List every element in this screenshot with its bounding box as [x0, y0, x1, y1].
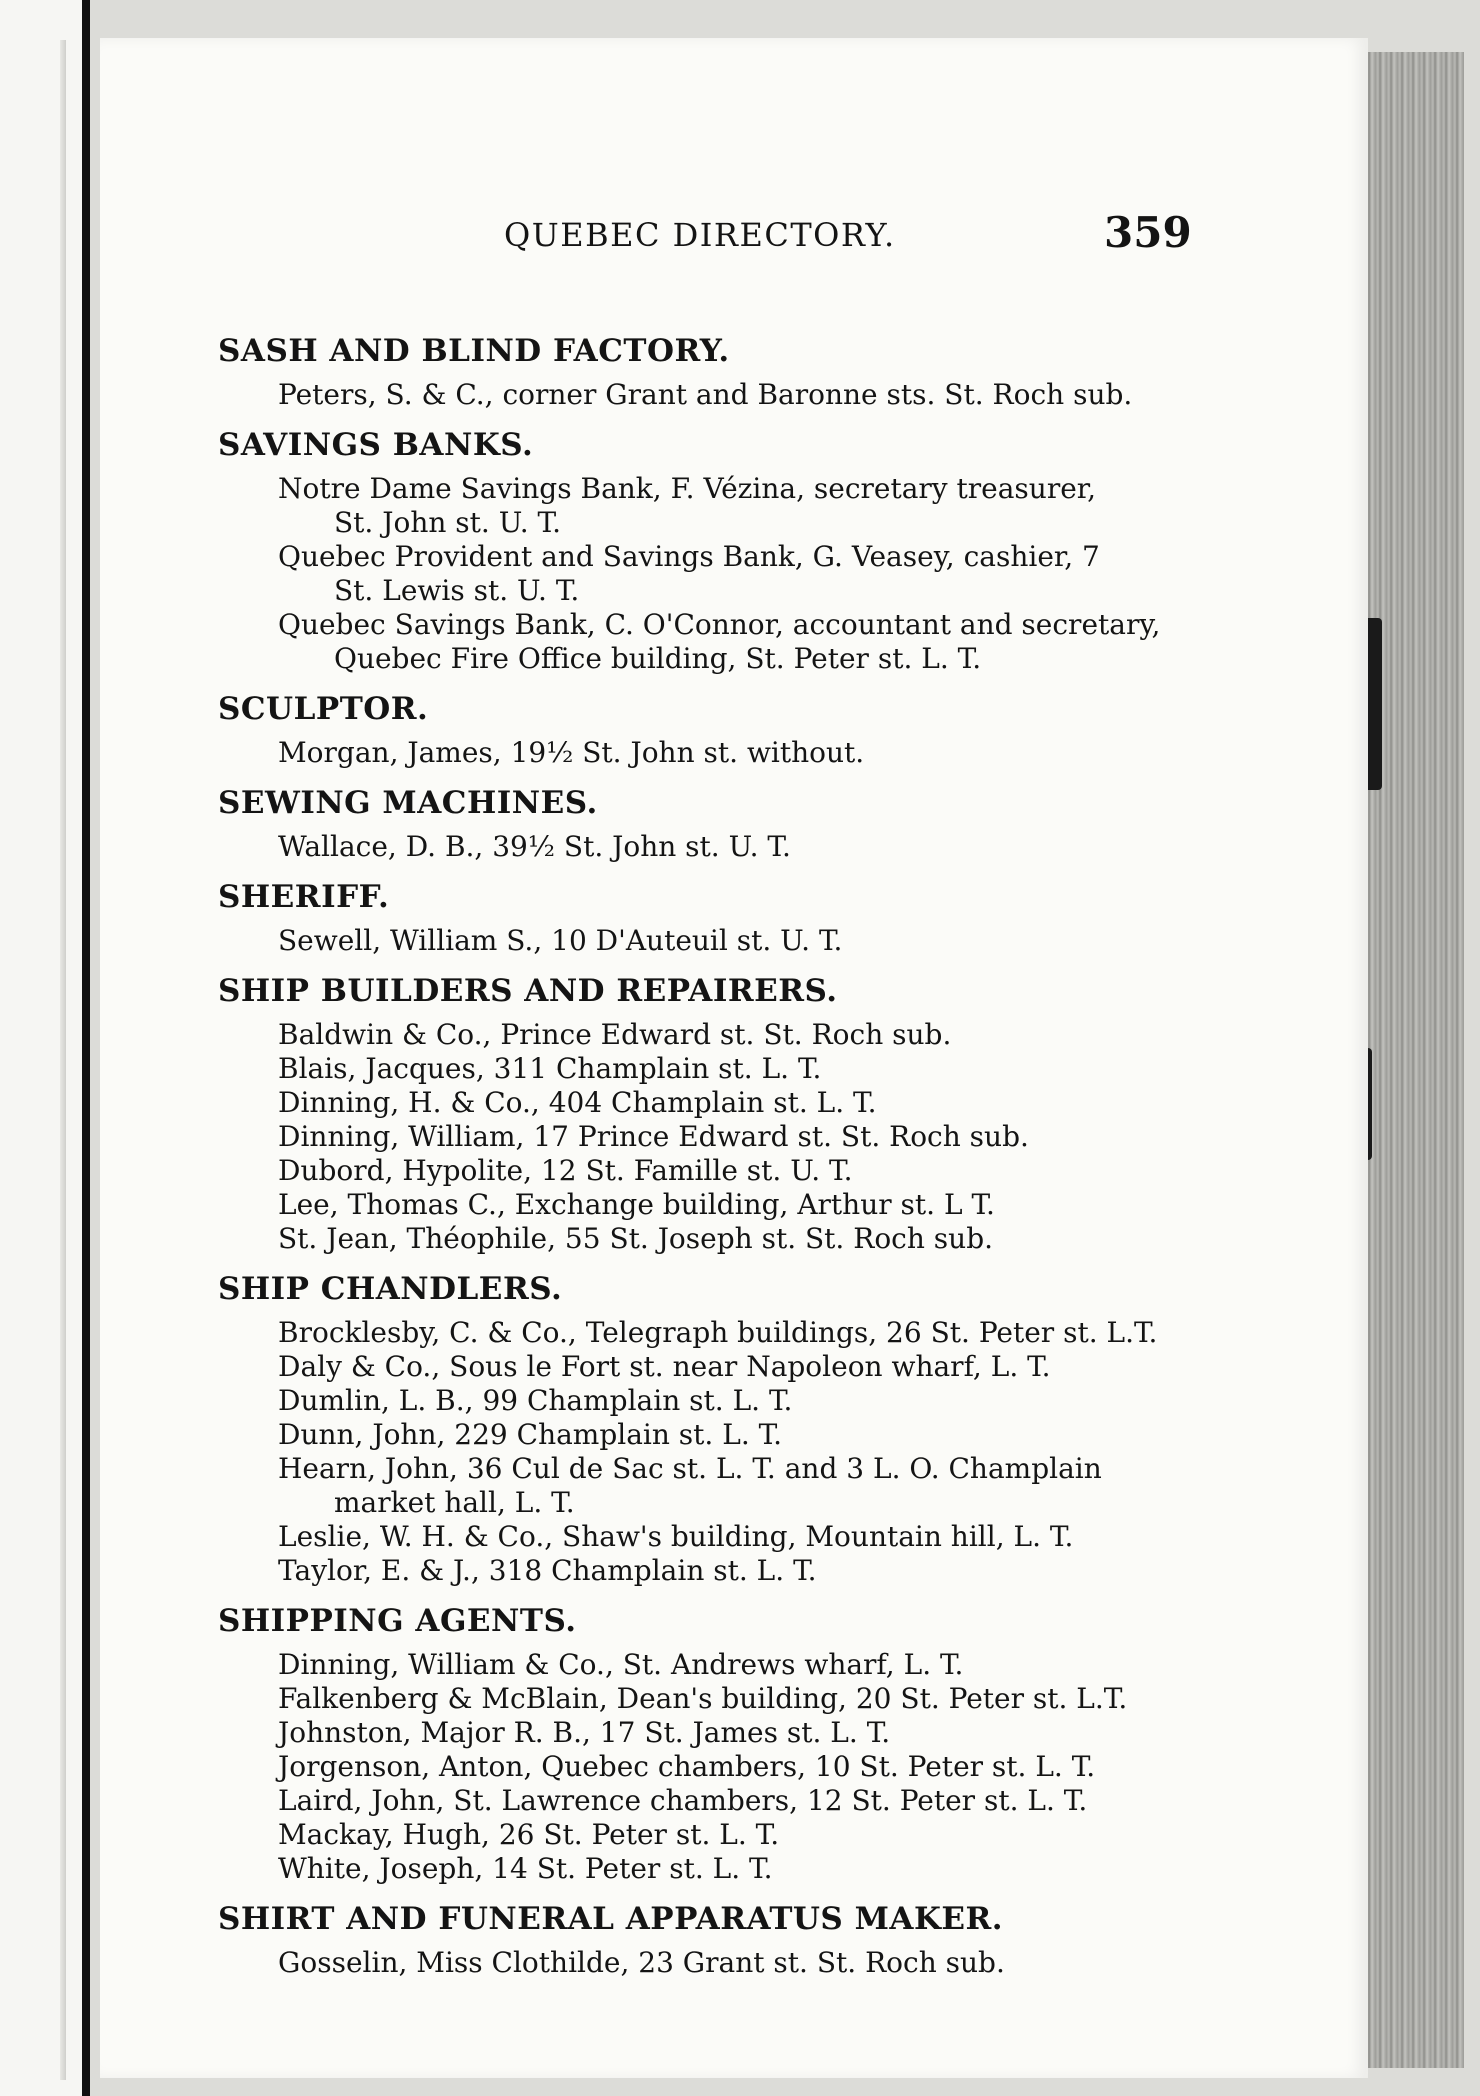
- section-heading: SAVINGS BANKS.: [218, 427, 534, 463]
- section-heading: SHERIFF.: [218, 879, 390, 915]
- directory-entry: [218, 924, 1298, 958]
- directory-entry: [218, 378, 1298, 412]
- entry-line: Lee, Thomas C., Exchange building, Arthur st. L T.: [278, 1188, 995, 1221]
- entry-line: Quebec Savings Bank, C. O'Connor, accountant and secretary,: [278, 608, 1161, 641]
- entry-line: Leslie, W. H. & Co., Shaw's building, Mountain hill, L. T.: [278, 1520, 1074, 1553]
- entry-line: Sewell, William S., 10 D'Auteuil st. U. T.: [278, 924, 843, 957]
- entry-line: Jorgenson, Anton, Quebec chambers, 10 St. Peter st. L. T.: [278, 1750, 1096, 1783]
- directory-entry: [218, 1648, 1298, 1682]
- entry-line: Falkenberg & McBlain, Dean's building, 20 St. Peter st. L.T.: [278, 1682, 1128, 1715]
- entry-line: Wallace, D. B., 39½ St. John st. U. T.: [278, 830, 791, 863]
- directory-entry: [218, 1716, 1298, 1750]
- page-number: 359: [1104, 208, 1192, 257]
- directory-entry: [218, 1052, 1298, 1086]
- directory-entry: [218, 1784, 1298, 1818]
- directory-page: [100, 38, 1368, 2078]
- entry-line: Daly & Co., Sous le Fort st. near Napoleon wharf, L. T.: [278, 1350, 1051, 1383]
- directory-entry: [218, 1120, 1298, 1154]
- entry-line: Dubord, Hypolite, 12 St. Famille st. U. T.: [278, 1154, 853, 1187]
- running-head: QUEBEC DIRECTORY.: [504, 216, 896, 254]
- entry-line: Johnston, Major R. B., 17 St. James st. L. T.: [278, 1716, 891, 1749]
- directory-entry: [218, 1316, 1298, 1350]
- directory-entry: [218, 1086, 1298, 1120]
- directory-entry: [218, 1384, 1298, 1418]
- directory-entry: [218, 1750, 1298, 1784]
- entry-line: St. Jean, Théophile, 55 St. Joseph st. St. Roch sub.: [278, 1222, 994, 1255]
- entry-continuation: St. Lewis st. U. T.: [334, 574, 580, 607]
- directory-section: [218, 1600, 1298, 1886]
- entry-line: Dumlin, L. B., 99 Champlain st. L. T.: [278, 1384, 793, 1417]
- directory-entry: [218, 1188, 1298, 1222]
- directory-entry: [218, 1154, 1298, 1188]
- section-heading: SASH AND BLIND FACTORY.: [218, 333, 730, 369]
- directory-entry: [218, 1418, 1298, 1452]
- directory-section: [218, 970, 1298, 1256]
- section-heading: SCULPTOR.: [218, 691, 429, 727]
- entry-line: White, Joseph, 14 St. Peter st. L. T.: [278, 1852, 773, 1885]
- directory-section: [218, 1898, 1298, 1980]
- directory-entry: [218, 830, 1298, 864]
- page-block-edge: [1362, 52, 1464, 2068]
- section-heading: SHIPPING AGENTS.: [218, 1603, 577, 1639]
- facing-page-margin: [0, 0, 90, 2096]
- directory-entry: [218, 1018, 1298, 1052]
- entry-line: Dinning, William, 17 Prince Edward st. St. Roch sub.: [278, 1120, 1029, 1153]
- facing-page-edge: [60, 40, 66, 2080]
- directory-entry: [218, 1852, 1298, 1886]
- entry-continuation: Quebec Fire Office building, St. Peter st. L. T.: [334, 642, 982, 675]
- directory-entry: [218, 540, 1298, 608]
- directory-entry: [218, 1682, 1298, 1716]
- entry-line: Brocklesby, C. & Co., Telegraph buildings, 26 St. Peter st. L.T.: [278, 1316, 1158, 1349]
- directory-section: [218, 1268, 1298, 1588]
- directory-entry: [218, 608, 1298, 676]
- section-heading: SHIP CHANDLERS.: [218, 1271, 563, 1307]
- directory-entry: [218, 1554, 1298, 1588]
- directory-entry: [218, 1946, 1298, 1980]
- entry-line: Taylor, E. & J., 318 Champlain st. L. T.: [278, 1554, 817, 1587]
- directory-section: [218, 876, 1298, 958]
- entry-line: Notre Dame Savings Bank, F. Vézina, secretary treasurer,: [278, 472, 1096, 505]
- entry-line: Hearn, John, 36 Cul de Sac st. L. T. and 3 L. O. Champlain: [278, 1452, 1102, 1485]
- directory-entry: [218, 736, 1298, 770]
- directory-entry: [218, 472, 1298, 540]
- directory-entry: [218, 1818, 1298, 1852]
- entry-line: Laird, John, St. Lawrence chambers, 12 St. Peter st. L. T.: [278, 1784, 1088, 1817]
- directory-listing: [218, 330, 1298, 1992]
- entry-line: Morgan, James, 19½ St. John st. without.: [278, 736, 865, 769]
- entry-line: Peters, S. & C., corner Grant and Baronne sts. St. Roch sub.: [278, 378, 1133, 411]
- entry-line: Baldwin & Co., Prince Edward st. St. Roch sub.: [278, 1018, 952, 1051]
- directory-entry: [218, 1350, 1298, 1384]
- section-heading: SHIRT AND FUNERAL APPARATUS MAKER.: [218, 1901, 1004, 1937]
- directory-section: [218, 782, 1298, 864]
- directory-entry: [218, 1222, 1298, 1256]
- directory-section: [218, 330, 1298, 412]
- section-heading: SHIP BUILDERS AND REPAIRERS.: [218, 973, 838, 1009]
- directory-entry: [218, 1452, 1298, 1520]
- entry-line: Mackay, Hugh, 26 St. Peter st. L. T.: [278, 1818, 780, 1851]
- entry-line: Blais, Jacques, 311 Champlain st. L. T.: [278, 1052, 822, 1085]
- entry-line: Dinning, H. & Co., 404 Champlain st. L. T.: [278, 1086, 877, 1119]
- entry-continuation: St. John st. U. T.: [334, 506, 561, 539]
- section-heading: SEWING MACHINES.: [218, 785, 598, 821]
- entry-line: Gosselin, Miss Clothilde, 23 Grant st. St. Roch sub.: [278, 1946, 1005, 1979]
- entry-line: Dunn, John, 229 Champlain st. L. T.: [278, 1418, 783, 1451]
- directory-entry: [218, 1520, 1298, 1554]
- entry-continuation: market hall, L. T.: [334, 1486, 575, 1519]
- directory-section: [218, 424, 1298, 676]
- entry-line: Dinning, William & Co., St. Andrews wharf, L. T.: [278, 1648, 964, 1681]
- entry-line: Quebec Provident and Savings Bank, G. Veasey, cashier, 7: [278, 540, 1100, 573]
- directory-section: [218, 688, 1298, 770]
